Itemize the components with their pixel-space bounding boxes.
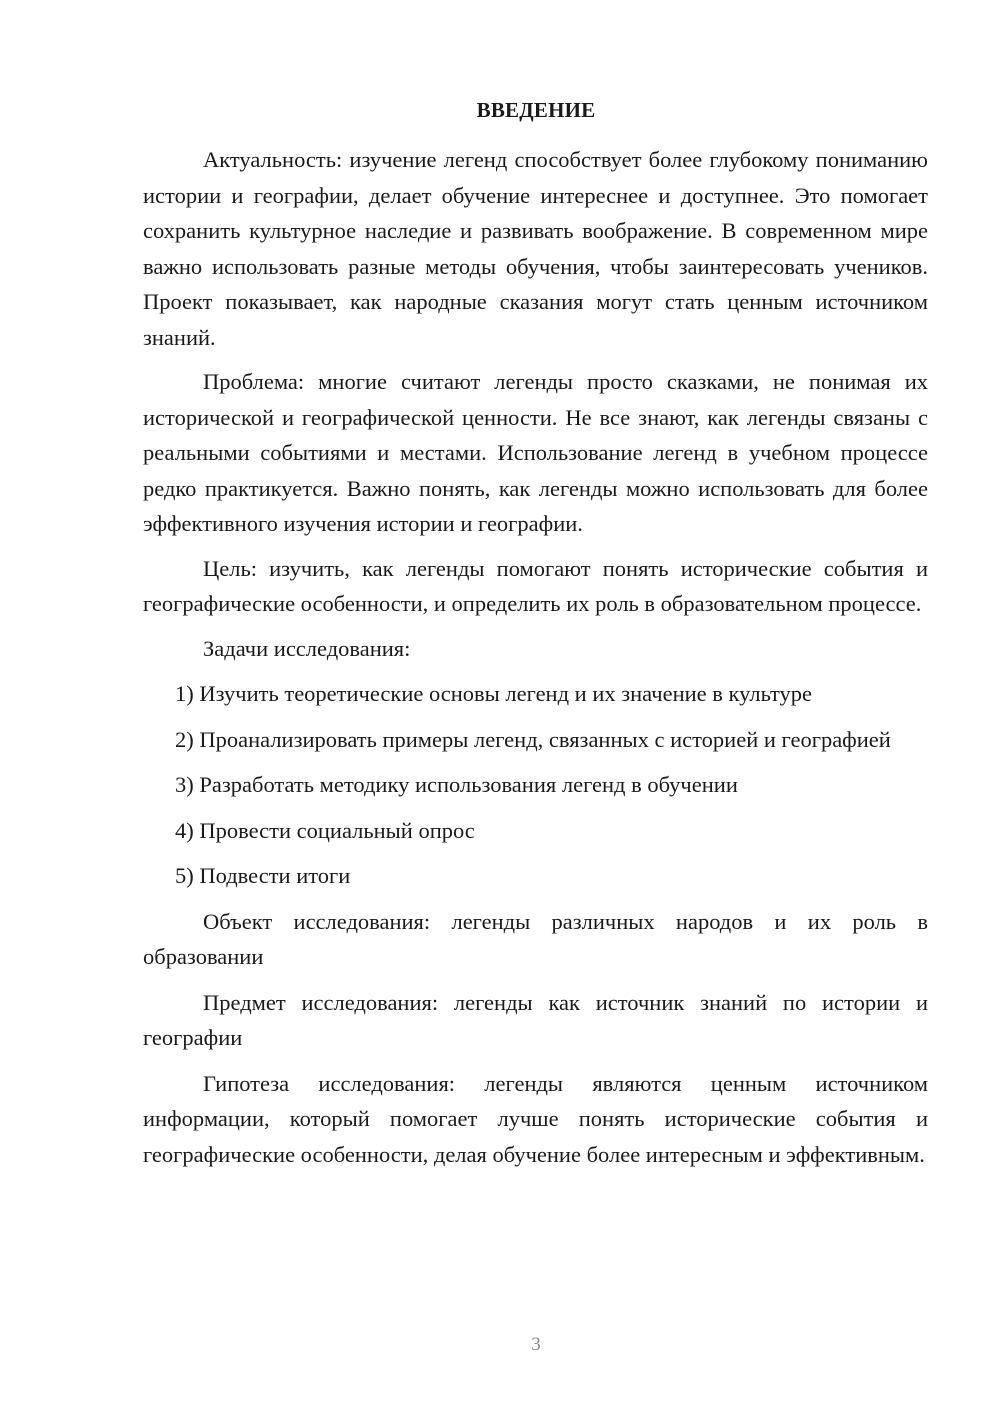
task-item: 3) Разработать методику использования легенд в обучении: [175, 772, 738, 797]
relevance-paragraph: Актуальность: изучение легенд способствует более глубокому пониманию истории и географии, делает обучение интереснее и доступнее. Это помогает сохранить культурное наследие и развивать воображение. В современном мире важно использовать разные методы обучения, чтобы заинтересовать учеников. Проект показывает, как народные сказания могут стать ценным источником знаний.: [143, 147, 928, 350]
hypothesis-paragraph: Гипотеза исследования: легенды являются ценным источником информации, который помогает лучше понять исторические события и географические особенности, делая обучение более интересным и эффективным.: [143, 1070, 928, 1167]
task-item: 4) Провести социальный опрос: [175, 817, 475, 843]
page-number: 3: [531, 1334, 541, 1355]
subject-paragraph: Предмет исследования: легенды как источник знаний по истории и географии: [143, 989, 928, 1050]
tasks-heading: Задачи исследования:: [203, 635, 411, 661]
task-item: 5) Подвести итоги: [175, 863, 351, 888]
object-paragraph: Объект исследования: легенды различных народов и их роль в образовании: [143, 908, 928, 969]
section-title: ВВЕДЕНИЕ: [476, 98, 596, 122]
task-item: 1) Изучить теоретические основы легенд и их значение в культуре: [175, 681, 813, 706]
task-item: 2) Проанализировать примеры легенд, связанных с историей и географией: [175, 726, 891, 752]
body-text: [143, 142, 928, 1172]
problem-paragraph: Проблема: многие считают легенды просто сказками, не понимая их исторической и географической ценности. Не все знают, как легенды связаны с реальными событиями и местами. Использование легенд в учебном процессе редко практикуется. Важно понять, как легенды можно использовать для более эффективного изучения истории и географии.: [143, 369, 928, 536]
goal-paragraph: Цель: изучить, как легенды помогают понять исторические события и географические особенности, и определить их роль в образовательном процессе.: [143, 555, 928, 616]
